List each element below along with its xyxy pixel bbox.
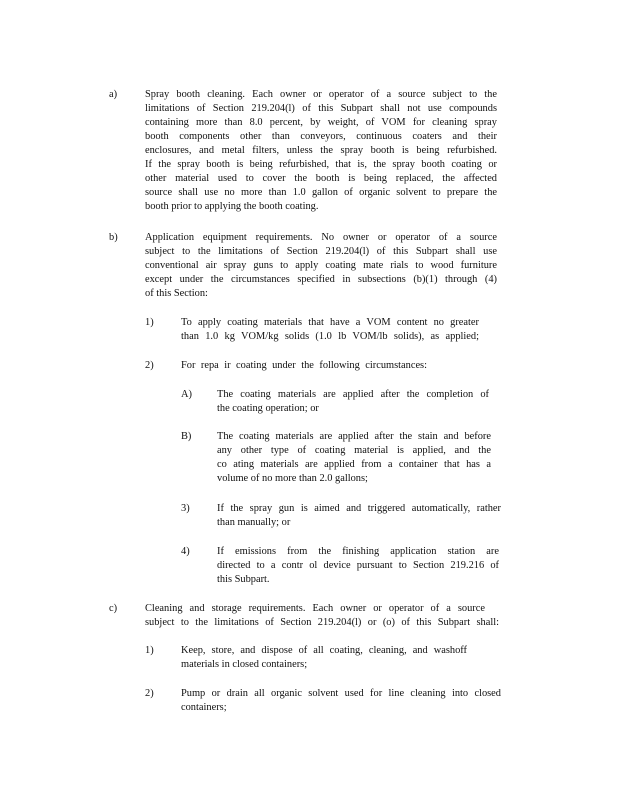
text-line: this Subpart. <box>217 574 270 585</box>
text-line: If emissions from the finishing application station are <box>217 546 499 557</box>
text-line: Pump or drain all organic solvent used for line cleaning into closed <box>181 688 501 699</box>
subsection-b2-A-label: A) <box>181 389 192 400</box>
text-line: The coating materials are applied after the stain and before <box>217 431 491 442</box>
paragraph-c-label: c) <box>109 603 118 614</box>
text-line: If the spray gun is aimed and triggered automatically, rather <box>217 503 501 514</box>
text-line: If the spray booth is being refurbished, that is, the spray booth coating or <box>145 159 497 170</box>
subsection-c1-label: 1) <box>145 645 154 656</box>
text-line: than manually; or <box>217 517 291 528</box>
text-line: materials in closed containers; <box>181 659 308 670</box>
text-line: any other type of coating material is applied, and the <box>217 445 491 456</box>
text-line: Spray booth cleaning. Each owner or operator of a source subject to the <box>145 89 497 100</box>
text-line: volume of no more than 2.0 gallons; <box>217 473 368 484</box>
subsection-c2-label: 2) <box>145 688 154 699</box>
subsection-b1-label: 1) <box>145 317 154 328</box>
subsection-b4-text <box>217 545 499 587</box>
subsection-b4-label: 4) <box>181 546 190 557</box>
text-line: than 1.0 kg VOM/kg solids (1.0 lb VOM/lb solids), as applied; <box>181 331 479 342</box>
text-line: the coating operation; or <box>217 403 319 414</box>
text-line: Cleaning and storage requirements. Each owner or operator of a source <box>145 603 485 614</box>
text-line: To apply coating materials that have a VOM content no greater <box>181 317 479 328</box>
subsection-b2-text <box>181 359 427 373</box>
paragraph-b-label: b) <box>109 232 118 243</box>
text-line: enclosures, and metal filters, unless the spray booth is being refurbished. <box>145 145 497 156</box>
subsection-b3-label: 3) <box>181 503 190 514</box>
paragraph-a-text <box>145 88 497 214</box>
text-line: limitations of Section 219.204(l) of this Subpart shall not use compounds <box>145 103 497 114</box>
text-line: subject to the limitations of Section 219.204(l) or (o) of this Subpart shall: <box>145 617 499 628</box>
text-line: The coating materials are applied after the completion of <box>217 389 489 400</box>
text-line: booth components other than conveyors, continuous coaters and their <box>145 131 497 142</box>
paragraph-c-text <box>145 602 499 630</box>
subsection-b2-B-text <box>217 430 491 486</box>
text-line: booth prior to applying the booth coating. <box>145 201 319 212</box>
text-line: except under the circumstances specified in subsections (b)(1) through (4) <box>145 274 497 285</box>
text-line: co ating materials are applied from a container that has a <box>217 459 491 470</box>
paragraph-b-text <box>145 231 497 301</box>
subsection-c1-text <box>181 644 467 672</box>
subsection-b2-label: 2) <box>145 360 154 371</box>
text-line: conventional air spray guns to apply coating mate rials to wood furniture <box>145 260 497 271</box>
subsection-b1-text <box>181 316 479 344</box>
text-line: directed to a contr ol device pursuant to Section 219.216 of <box>217 560 499 571</box>
text-line: Application equipment requirements. No owner or operator of a source <box>145 232 497 243</box>
subsection-c2-text <box>181 687 501 715</box>
text-line: subject to the limitations of Section 219.204(l) of this Subpart shall use <box>145 246 497 257</box>
text-line: source shall use no more than 1.0 gallon of organic solvent to prepare the <box>145 187 497 198</box>
subsection-b3-text <box>217 502 501 530</box>
text-line: For repa ir coating under the following circumstances: <box>181 360 427 371</box>
text-line: of this Section: <box>145 288 208 299</box>
subsection-b2-A-text <box>217 388 489 416</box>
text-line: containing more than 8.0 percent, by weight, of VOM for cleaning spray <box>145 117 497 128</box>
text-line: Keep, store, and dispose of all coating, cleaning, and washoff <box>181 645 467 656</box>
text-line: containers; <box>181 702 227 713</box>
subsection-b2-B-label: B) <box>181 431 192 442</box>
paragraph-a-label: a) <box>109 89 118 100</box>
text-line: other material used to cover the booth is being replaced, the affected <box>145 173 497 184</box>
